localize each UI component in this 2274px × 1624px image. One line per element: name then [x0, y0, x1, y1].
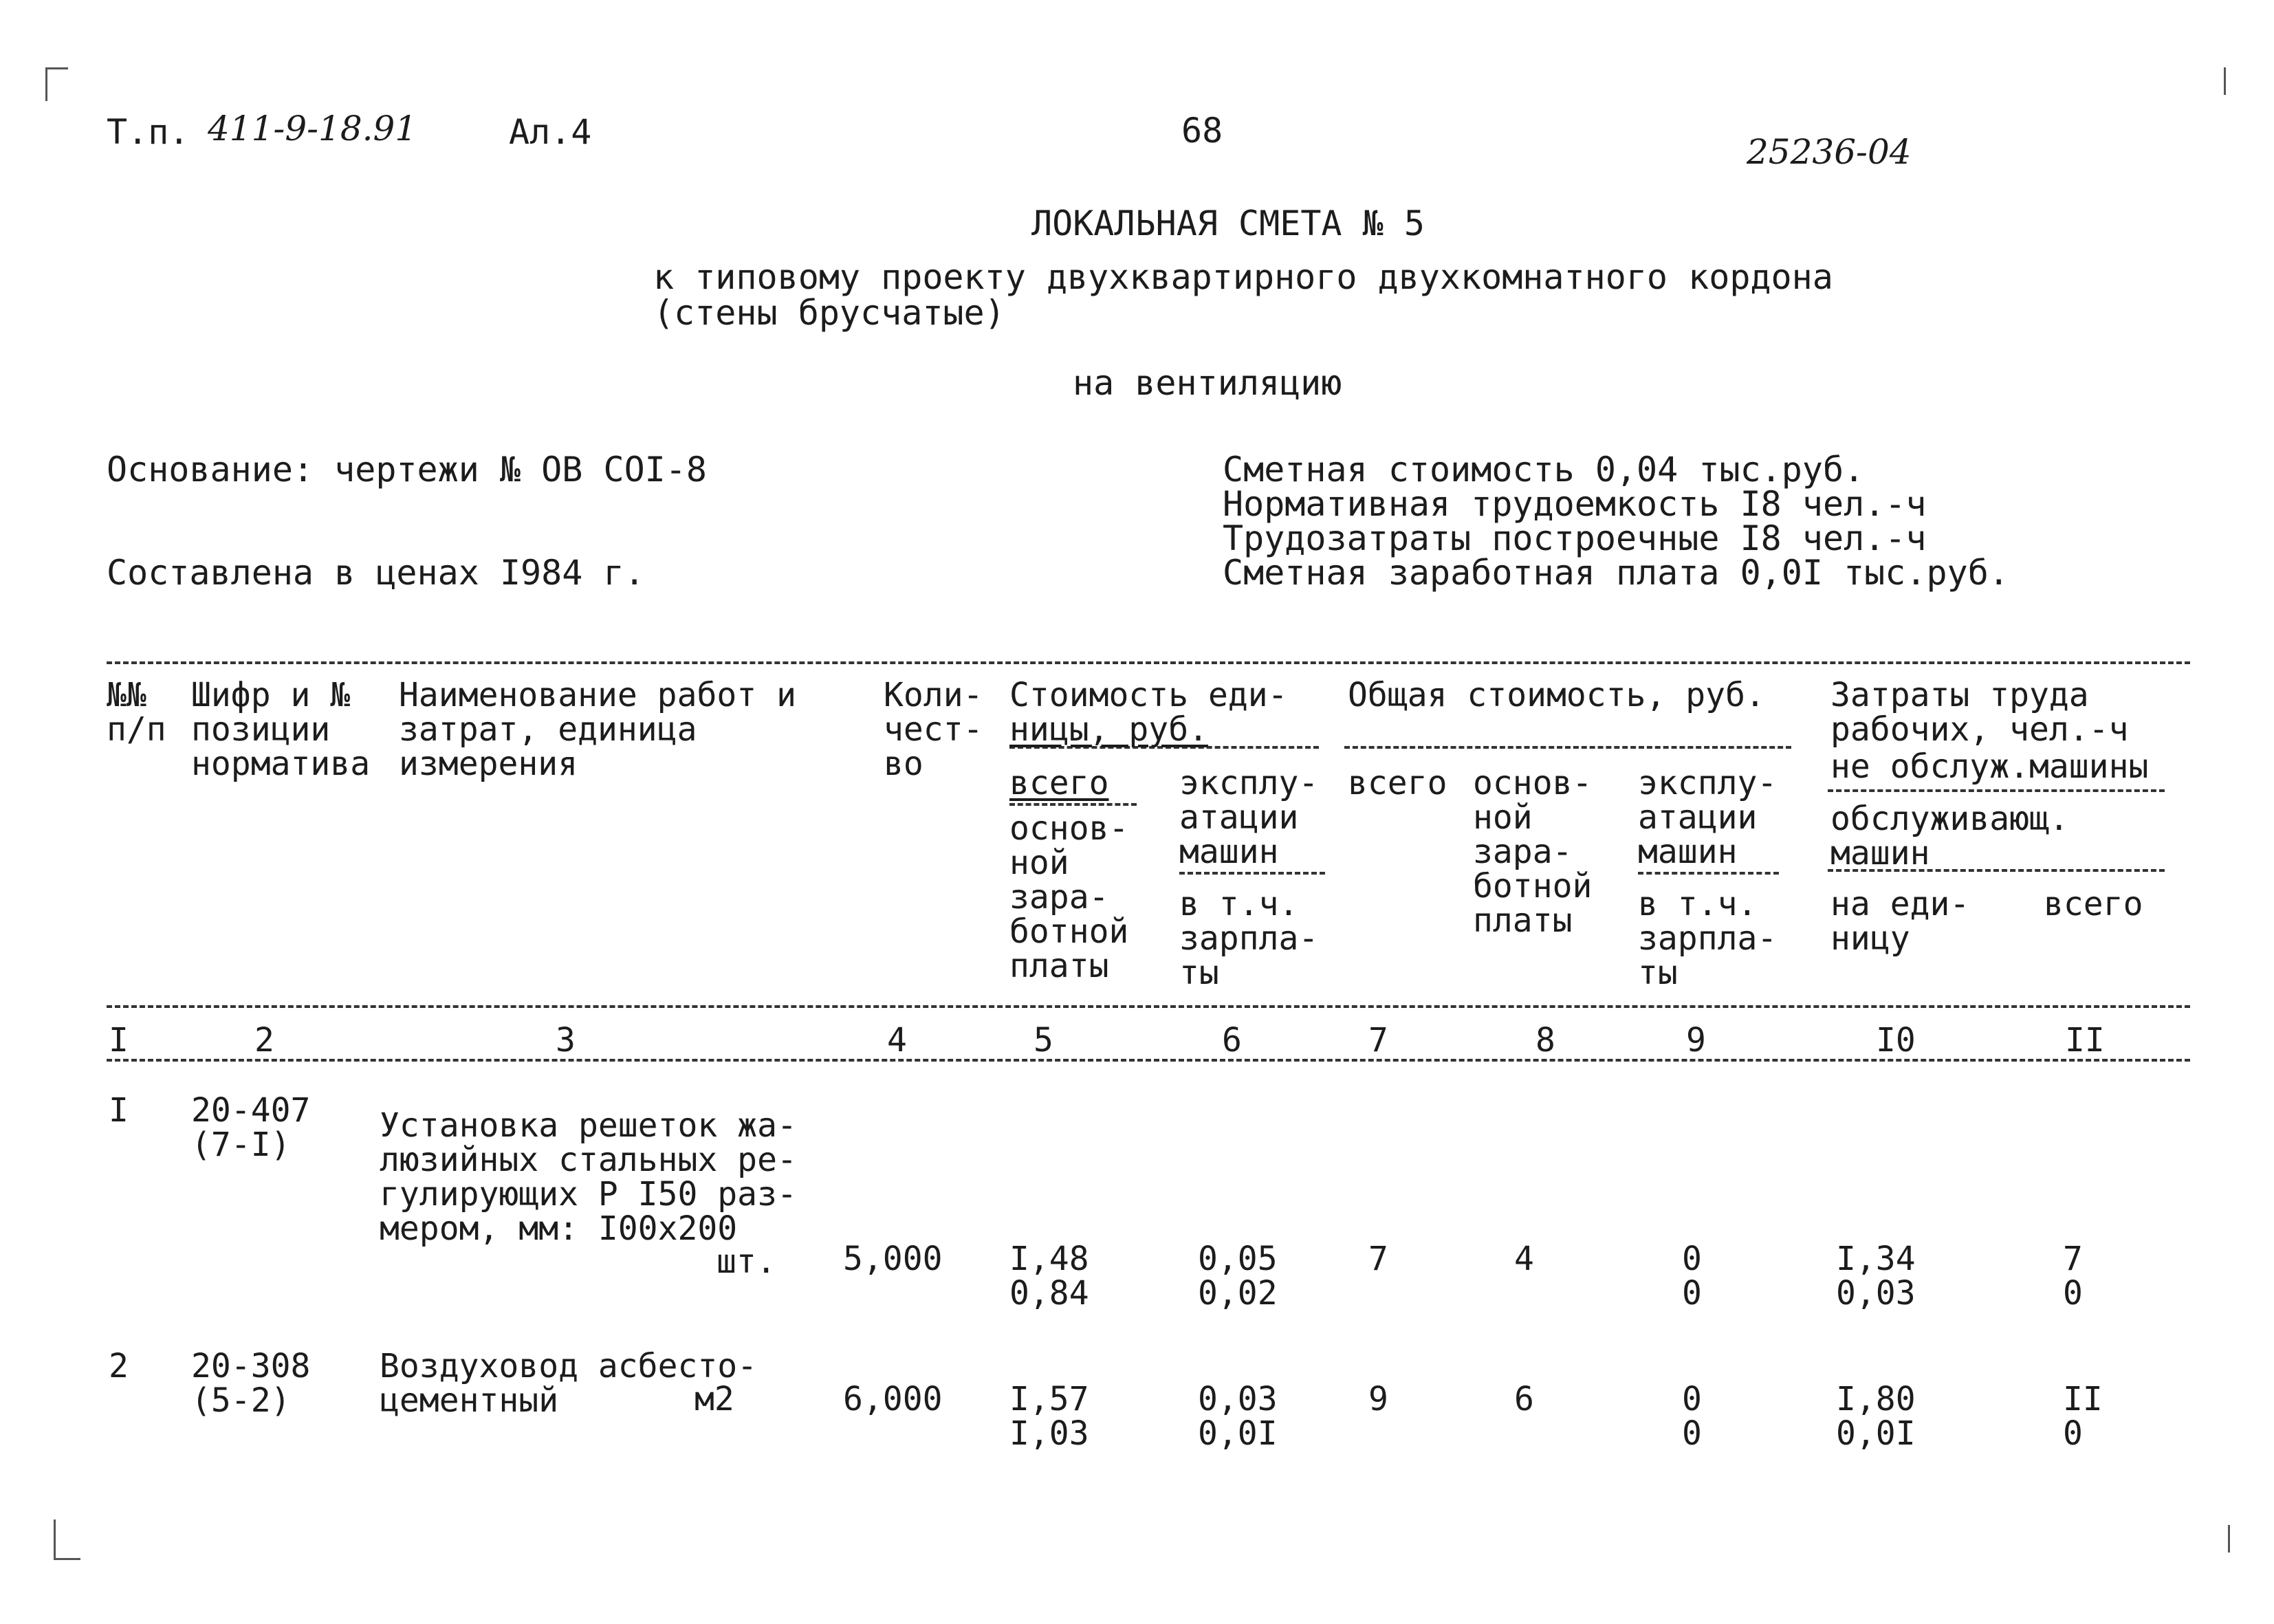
title-line-2: (стены брусчатые): [653, 293, 1005, 333]
c5-underline: [1009, 803, 1137, 806]
column-number-1: I: [109, 1021, 129, 1060]
column-number-2: 2: [254, 1021, 274, 1060]
row-total-wages: 6: [1514, 1380, 1534, 1418]
row-number: 2: [109, 1347, 129, 1385]
scan-corner-bottom-right: [2214, 1525, 2230, 1552]
row-labor-total: 7 0: [2063, 1240, 2083, 1313]
document-title: ЛОКАЛЬНАЯ СМЕТА № 5: [1031, 204, 1425, 243]
row-name: Установка решеток жа- люзийных стальных ре- гулирующих Р I50 раз- мером, мм: I00x200: [380, 1106, 797, 1248]
estimated-wages: Сметная заработная плата 0,0I тыс.руб.: [1223, 553, 2009, 593]
row-quantity: 5,000: [843, 1240, 943, 1278]
header-labor-per-unit: на еди- ницу: [1830, 885, 1970, 958]
basis-text: Основание: чертежи № ОВ СОI-8: [107, 450, 707, 490]
header-labor-total: всего: [2044, 885, 2143, 923]
document-code-handwritten: 25236-04: [1747, 132, 1912, 172]
header-total-wages: основ- ной зара- ботной платы: [1473, 764, 1593, 940]
header-total: всего: [1348, 764, 1447, 802]
row-labor-total: II 0: [2063, 1380, 2103, 1453]
column-number-11: II: [2065, 1021, 2105, 1060]
row-labor-per-unit: I,34 0,03: [1836, 1240, 1916, 1313]
row-unit: шт.: [717, 1242, 776, 1281]
row-unit-machines: 0,03 0,0I: [1198, 1380, 1278, 1453]
row-total: 7: [1368, 1240, 1388, 1278]
header-unit-cost-title: Стоимость еди-: [1009, 676, 1288, 714]
row-unit-cost: I,48 0,84: [1009, 1240, 1089, 1313]
header-total-machines: эксплу- атации машин: [1638, 764, 1778, 871]
row-unit-machines: 0,05 0,02: [1198, 1240, 1278, 1313]
row-unit-cost: I,57 I,03: [1009, 1380, 1089, 1453]
row-total-machines: 0 0: [1682, 1240, 1702, 1313]
header-unit-cost-title-2: ницы, руб.: [1009, 710, 1208, 749]
column-number-4: 4: [887, 1021, 907, 1060]
labor-site: Трудозатраты построечные I8 чел.-ч: [1223, 518, 1927, 558]
page-number: 68: [1181, 111, 1223, 151]
header-unit-machine-wages: в т.ч. зарпла- ты: [1179, 885, 1319, 992]
labor-norm: Нормативная трудоемкость I8 чел.-ч: [1223, 484, 1927, 524]
column-number-5: 5: [1034, 1021, 1053, 1060]
tp-label: Т.п.: [107, 112, 190, 152]
column-number-9: 9: [1686, 1021, 1706, 1060]
row-code: 20-308 (5-2): [191, 1347, 311, 1420]
row-name: Воздуховод асбесто- цементный: [380, 1347, 758, 1420]
header-unit-wages: основ- ной зара- ботной платы: [1009, 809, 1129, 985]
column-number-7: 7: [1368, 1021, 1388, 1060]
prices-text: Составлена в ценах I984 г.: [107, 553, 645, 593]
header-row-number: №№ п/п: [107, 676, 166, 749]
header-total-machine-wages: в т.ч. зарпла- ты: [1638, 885, 1778, 992]
row-number: I: [109, 1091, 129, 1130]
header-name: Наименование работ и затрат, единица измерения: [399, 676, 796, 783]
album-label: Ал.4: [509, 112, 592, 152]
row-labor-per-unit: I,80 0,0I: [1836, 1380, 1916, 1453]
row-unit: м2: [695, 1380, 734, 1418]
header-labor-serving: обслуживающ. машин: [1830, 800, 2069, 873]
header-labor-not-serving: не обслуж.машины: [1830, 747, 2149, 786]
column-number-8: 8: [1535, 1021, 1555, 1060]
row-total-machines: 0 0: [1682, 1380, 1702, 1453]
title-line-1: к типовому проекту двухквартирного двухкомнатного кордона: [653, 257, 1833, 297]
tp-number-handwritten: 411-9-18.91: [208, 109, 417, 149]
row-code: 20-407 (7-I): [191, 1091, 311, 1164]
column-number-3: 3: [556, 1021, 576, 1060]
estimated-cost: Сметная стоимость 0,04 тыс.руб.: [1223, 450, 1865, 490]
column-number-10: I0: [1876, 1021, 1916, 1060]
header-code: Шифр и № позиции норматива: [191, 676, 371, 783]
header-labor-title: Затраты труда рабочих, чел.-ч: [1830, 676, 2129, 749]
row-quantity: 6,000: [843, 1380, 943, 1418]
table-top-rule: [107, 661, 2190, 664]
scan-corner-top-left: [45, 67, 68, 101]
header-total-cost-title: Общая стоимость, руб.: [1348, 676, 1765, 714]
header-unit-total: всего: [1009, 764, 1109, 802]
c9-underline: [1638, 872, 1779, 875]
scan-corner-top-right: [2224, 67, 2226, 95]
scan-corner-bottom-left: [54, 1519, 80, 1560]
header-quantity: Коли- чест- во: [884, 676, 983, 783]
row-total: 9: [1368, 1380, 1388, 1418]
labor-subrule-1: [1828, 789, 2165, 792]
table-header-bottom-rule: [107, 1005, 2190, 1008]
title-subject: на вентиляцию: [1073, 363, 1342, 403]
c6-underline: [1179, 872, 1325, 875]
header-unit-machines: эксплу- атации машин: [1179, 764, 1319, 871]
row-total-wages: 4: [1514, 1240, 1534, 1278]
column-number-6: 6: [1222, 1021, 1242, 1060]
total-cost-subrule: [1344, 746, 1791, 749]
